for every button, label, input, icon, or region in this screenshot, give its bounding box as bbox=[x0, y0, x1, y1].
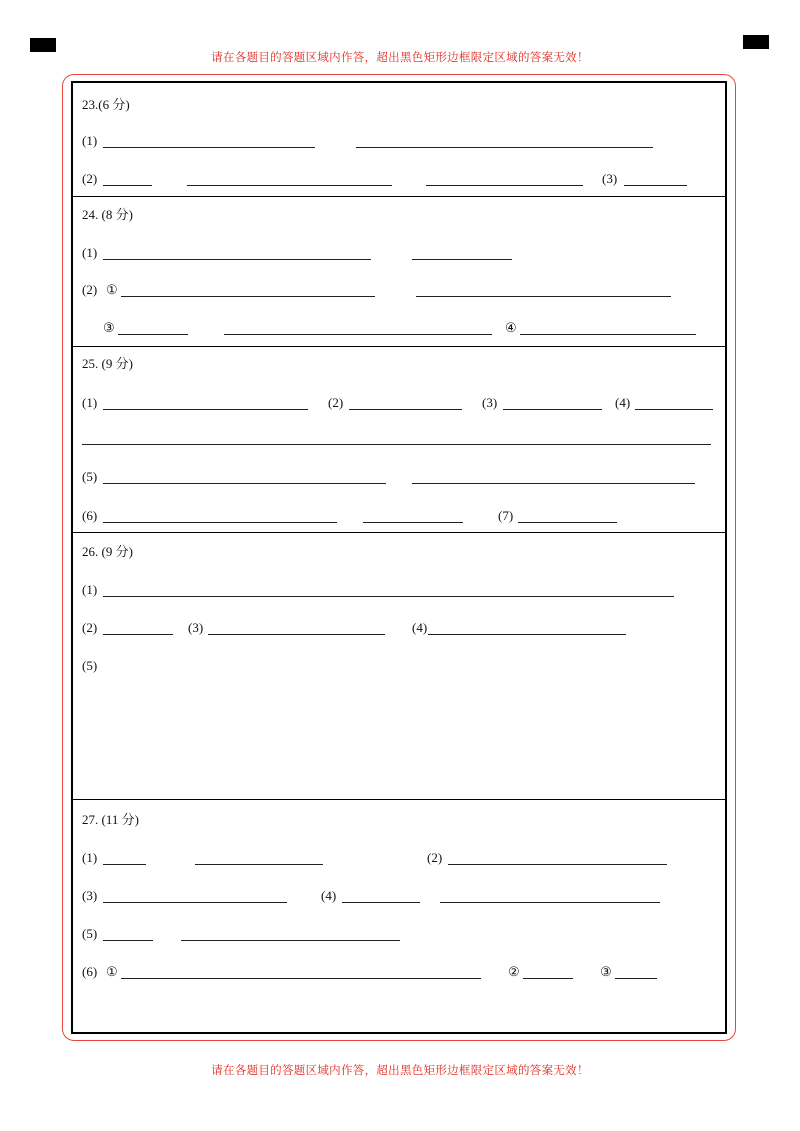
question-title: 24. (8 分) bbox=[82, 207, 133, 222]
answer-blank[interactable] bbox=[103, 634, 173, 635]
answer-blank[interactable] bbox=[412, 483, 695, 484]
answer-blank[interactable] bbox=[428, 634, 626, 635]
answer-blank[interactable] bbox=[103, 185, 152, 186]
answer-blank[interactable] bbox=[363, 522, 463, 523]
answer-blank[interactable] bbox=[518, 522, 617, 523]
answer-blank[interactable] bbox=[635, 409, 713, 410]
part-7-label: (7) bbox=[498, 508, 514, 523]
answer-blank[interactable] bbox=[426, 185, 583, 186]
answer-blank[interactable] bbox=[187, 185, 392, 186]
part-4-label: (4) bbox=[615, 395, 631, 410]
question-27 bbox=[73, 799, 725, 1033]
circled-3-label: ③ bbox=[103, 320, 115, 335]
answer-blank[interactable] bbox=[342, 902, 420, 903]
part-3-label: (3) bbox=[602, 171, 618, 186]
answer-blank[interactable] bbox=[440, 902, 660, 903]
part-2-label: (2) bbox=[427, 850, 443, 865]
answer-blank[interactable] bbox=[523, 978, 573, 979]
answer-blank[interactable] bbox=[503, 409, 602, 410]
answer-blank[interactable] bbox=[103, 259, 371, 260]
answer-blank[interactable] bbox=[103, 522, 337, 523]
answer-blank[interactable] bbox=[624, 185, 687, 186]
question-24 bbox=[73, 196, 725, 347]
answer-blank[interactable] bbox=[118, 334, 188, 335]
answer-blank[interactable] bbox=[103, 902, 287, 903]
part-3-label: (3) bbox=[82, 888, 98, 903]
circled-1-label: ① bbox=[106, 964, 118, 979]
answer-blank[interactable] bbox=[103, 147, 315, 148]
answer-blank[interactable] bbox=[356, 147, 653, 148]
part-4-label: (4) bbox=[321, 888, 337, 903]
answer-blank[interactable] bbox=[349, 409, 462, 410]
part-1-label: (1) bbox=[82, 133, 98, 148]
answer-blank[interactable] bbox=[103, 483, 386, 484]
answer-blank[interactable] bbox=[103, 940, 153, 941]
answer-blank[interactable] bbox=[103, 596, 674, 597]
alignment-marker-right bbox=[743, 35, 769, 49]
free-response-area[interactable] bbox=[103, 653, 713, 793]
part-1-label: (1) bbox=[82, 245, 98, 260]
part-4-label: (4) bbox=[412, 620, 428, 635]
answer-blank[interactable] bbox=[520, 334, 696, 335]
answer-blank[interactable] bbox=[121, 978, 481, 979]
question-title: 25. (9 分) bbox=[82, 356, 133, 371]
circled-4-label: ④ bbox=[505, 320, 517, 335]
part-2-label: (2) bbox=[82, 282, 98, 297]
part-2-label: (2) bbox=[328, 395, 344, 410]
answer-blank[interactable] bbox=[448, 864, 667, 865]
answer-blank[interactable] bbox=[82, 444, 711, 445]
part-3-label: (3) bbox=[482, 395, 498, 410]
answer-blank[interactable] bbox=[416, 296, 671, 297]
circled-3-label: ③ bbox=[600, 964, 612, 979]
circled-1-label: ① bbox=[106, 282, 118, 297]
answer-blank[interactable] bbox=[103, 409, 308, 410]
answer-area-frame bbox=[71, 81, 727, 1034]
part-2-label: (2) bbox=[82, 620, 98, 635]
part-1-label: (1) bbox=[82, 582, 98, 597]
part-5-label: (5) bbox=[82, 658, 98, 673]
question-title: 27. (11 分) bbox=[82, 812, 139, 827]
answer-blank[interactable] bbox=[195, 864, 323, 865]
answer-blank[interactable] bbox=[103, 864, 146, 865]
part-6-label: (6) bbox=[82, 964, 98, 979]
bottom-warning-text: 请在各题目的答题区域内作答，超出黑色矩形边框限定区域的答案无效！ bbox=[211, 1063, 589, 1077]
part-1-label: (1) bbox=[82, 395, 98, 410]
answer-blank[interactable] bbox=[224, 334, 492, 335]
question-title: 26. (9 分) bbox=[82, 544, 133, 559]
answer-blank[interactable] bbox=[615, 978, 657, 979]
part-1-label: (1) bbox=[82, 850, 98, 865]
question-25 bbox=[73, 346, 725, 533]
answer-blank[interactable] bbox=[208, 634, 385, 635]
question-26 bbox=[73, 532, 725, 800]
part-6-label: (6) bbox=[82, 508, 98, 523]
answer-blank[interactable] bbox=[121, 296, 375, 297]
part-2-label: (2) bbox=[82, 171, 98, 186]
question-23 bbox=[73, 83, 725, 196]
part-3-label: (3) bbox=[188, 620, 204, 635]
question-title: 23.(6 分) bbox=[82, 97, 130, 112]
answer-blank[interactable] bbox=[412, 259, 512, 260]
circled-2-label: ② bbox=[508, 964, 520, 979]
part-5-label: (5) bbox=[82, 469, 98, 484]
top-warning-text: 请在各题目的答题区域内作答，超出黑色矩形边框限定区域的答案无效！ bbox=[211, 50, 589, 64]
answer-blank[interactable] bbox=[181, 940, 400, 941]
part-5-label: (5) bbox=[82, 926, 98, 941]
